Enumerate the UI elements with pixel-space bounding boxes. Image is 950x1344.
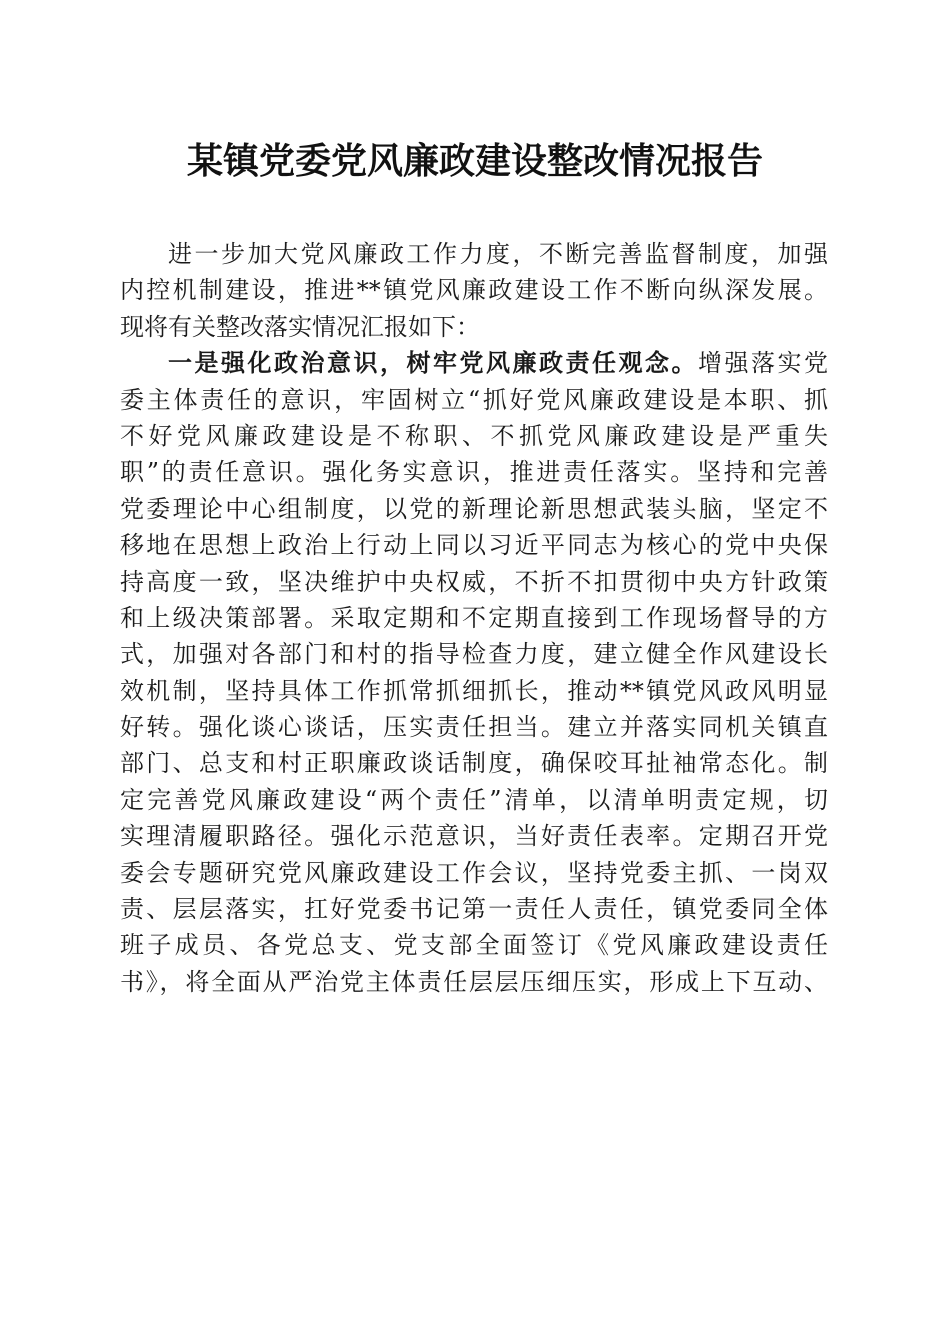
paragraph-line: 党委理论中心组制度，以党的新理论新思想武装头脑，坚定不 [120,494,828,523]
paragraph-line: 部门、总支和村正职廉政谈话制度，确保咬耳扯袖常态化。制 [120,749,828,778]
paragraph-line: 式，加强对各部门和村的指导检查力度，建立健全作风建设长 [120,640,828,669]
paragraph-line: 内控机制建设，推进**镇党风廉政建设工作不断向纵深发展。 [120,276,828,305]
paragraph-line: 实理清履职路径。强化示范意识，当好责任表率。定期召开党 [120,822,828,851]
paragraph-line: 持高度一致，坚决维护中央权威，不折不扣贯彻中央方针政策 [120,567,828,596]
paragraph-line: 责、层层落实，扛好党委书记第一责任人责任，镇党委同全体 [120,895,828,924]
paragraph-line: 移地在思想上政治上行动上同以习近平同志为核心的党中央保 [120,531,828,560]
paragraph-line: 和上级决策部署。采取定期和不定期直接到工作现场督导的方 [120,603,828,632]
paragraph-line: 好转。强化谈心谈话，压实责任担当。建立并落实同机关镇直 [120,713,828,742]
paragraph-line: 进一步加大党风廉政工作力度，不断完善监督制度，加强 [168,240,828,268]
paragraph-line: 现将有关整改落实情况汇报如下： [120,312,480,341]
paragraph-line: 职”的责任意识。强化务实意识，推进责任落实。坚持和完善 [120,458,828,487]
section-first-line [120,345,828,381]
paragraph-line: 委主体责任的意识，牢固树立“抓好党风廉政建设是本职、抓 [120,385,828,414]
section-lead-rest: 增强落实党 [698,349,828,378]
paragraph-line: 班子成员、各党总支、党支部全面签订《党风廉政建设责任 [120,931,828,960]
section-lead: 一是强化政治意识，树牢党风廉政责任观念。 [168,348,698,378]
paragraph-line: 书》，将全面从严治党主体责任层层压细压实，形成上下互动、 [120,967,828,996]
paragraph-line: 委会专题研究党风廉政建设工作会议，坚持党委主抓、一岗双 [120,858,828,887]
paragraph-line: 效机制，坚持具体工作抓常抓细抓长，推动**镇党风政风明显 [120,676,828,705]
document-title: 某镇党委党风廉政建设整改情况报告 [186,140,763,182]
paragraph-line: 定完善党风廉政建设“两个责任”清单，以清单明责定规，切 [120,785,828,814]
paragraph-line: 不好党风廉政建设是不称职、不抓党风廉政建设是严重失 [120,421,828,450]
document-body [120,236,828,1000]
